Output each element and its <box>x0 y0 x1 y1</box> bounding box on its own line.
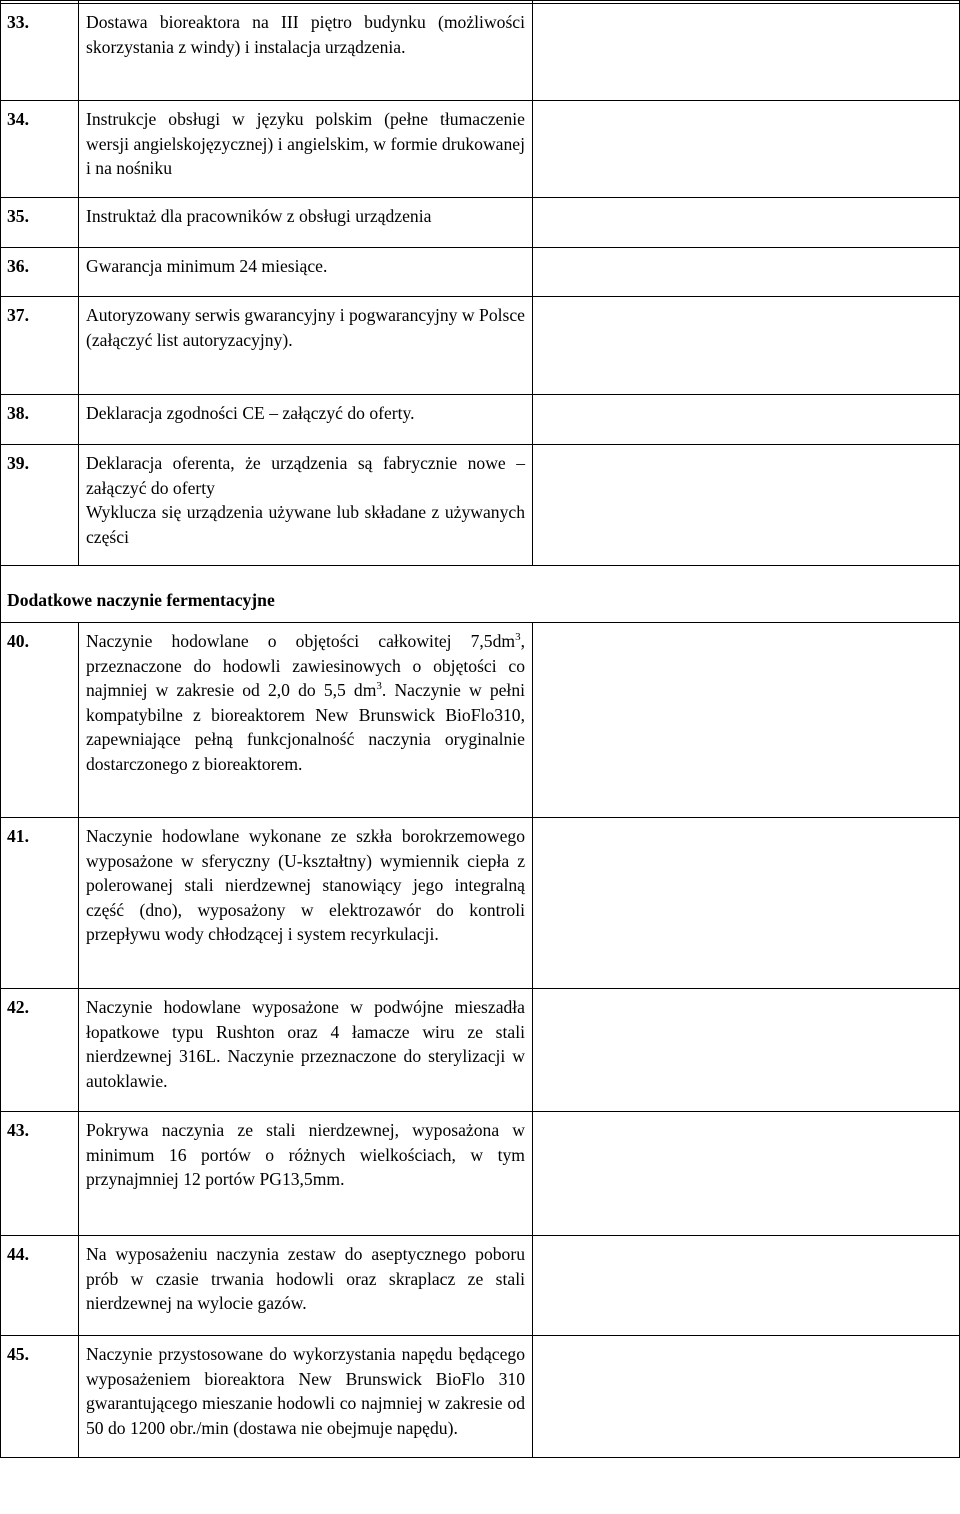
row-number: 38. <box>1 395 79 445</box>
answer-cell[interactable] <box>533 623 960 818</box>
answer-cell[interactable] <box>533 4 960 101</box>
row-description <box>79 1336 533 1458</box>
description-text: Instruktaż dla pracowników z obsługi urządzenia <box>86 206 432 226</box>
answer-cell[interactable] <box>533 1112 960 1236</box>
answer-cell[interactable] <box>533 445 960 566</box>
row-number: 43. <box>1 1112 79 1236</box>
description-text: Naczynie hodowlane wykonane ze szkła borokrzemowego wyposażone w sferyczny (U-kształtny) wymiennik ciepła z polerowanej stali nierdzewnej stanowiący jego integralną część (dno), wyposażony w elektrozawór do kontroli przepływu wody chłodzącej i system recyrkulacji. <box>86 826 525 945</box>
row-description <box>79 989 533 1112</box>
row-number: 34. <box>1 101 79 198</box>
description-text: Gwarancja minimum 24 miesiące. <box>86 256 328 276</box>
row-description <box>79 1112 533 1236</box>
row-description <box>79 395 533 445</box>
table-row <box>1 1112 960 1236</box>
answer-cell[interactable] <box>533 989 960 1112</box>
row-description <box>79 4 533 101</box>
description-text: Na wyposażeniu naczynia zestaw do aseptycznego poboru prób w czasie trwania hodowli oraz skraplacz ze stali nierdzewnej na wylocie gazów. <box>86 1244 525 1314</box>
table-row <box>1 198 960 248</box>
table-row <box>1 395 960 445</box>
description-text: Naczynie przystosowane do wykorzystania napędu będącego wyposażeniem bioreaktora New Brunswick BioFlo 310 gwarantującego mieszanie hodowli co najmniej w zakresie od 50 do 1200 obr./min (dostawa nie obejmuje napędu). <box>86 1344 525 1438</box>
section-title: Dodatkowe naczynie fermentacyjne <box>1 566 960 623</box>
row-number: 35. <box>1 198 79 248</box>
description-text: Instrukcje obsługi w języku polskim (pełne tłumaczenie wersji angielskojęzycznej) i angielskim, w formie drukowanej i na nośniku <box>86 109 525 179</box>
answer-cell[interactable] <box>533 818 960 989</box>
description-text: Deklaracja oferenta, że urządzenia są fabrycznie nowe – załączyć do oferty <box>86 453 525 498</box>
table-row <box>1 297 960 395</box>
description-text: Autoryzowany serwis gwarancyjny i pogwarancyjny w Polsce (załączyć list autoryzacyjny). <box>86 305 525 350</box>
answer-cell[interactable] <box>533 297 960 395</box>
table-row <box>1 623 960 818</box>
table-row <box>1 445 960 566</box>
description-text: Naczynie hodowlane o objętości całkowitej $7,5dm^3$, przeznaczone do hodowli zawiesinowych o objętości co najmniej w zakresie od 2,0 do 5,5 $dm^3$. Naczynie w pełni kompatybilne z bioreaktorem New Brunswick BioFlo310, zapewniające pełną funkcjonalność naczynia oryginalnie dostarczonego z bioreaktorem. <box>86 631 525 774</box>
row-number: 36. <box>1 248 79 297</box>
row-number: 37. <box>1 297 79 395</box>
row-number: 33. <box>1 4 79 101</box>
row-number: 42. <box>1 989 79 1112</box>
answer-cell[interactable] <box>533 248 960 297</box>
table-row <box>1 1236 960 1336</box>
table-row <box>1 818 960 989</box>
row-number: 41. <box>1 818 79 989</box>
superscript: 3 <box>515 631 521 643</box>
row-description <box>79 101 533 198</box>
description-text: Dostawa bioreaktora na III piętro budynku (możliwości skorzystania z windy) i instalacja urządzenia. <box>86 12 525 57</box>
answer-cell[interactable] <box>533 198 960 248</box>
row-description <box>79 297 533 395</box>
row-description <box>79 248 533 297</box>
description-text: Pokrywa naczynia ze stali nierdzewnej, wyposażona w minimum 16 portów o różnych wielkościach, w tym przynajmniej 12 portów PG13,5mm. <box>86 1120 525 1190</box>
section-header-row <box>1 566 960 623</box>
answer-cell[interactable] <box>533 1336 960 1458</box>
row-number: 44. <box>1 1236 79 1336</box>
row-description <box>79 623 533 818</box>
description-text: Naczynie hodowlane wyposażone w podwójne mieszadła łopatkowe typu Rushton oraz 4 łamacze wiru ze stali nierdzewnej 316L. Naczynie przeznaczone do sterylizacji w autoklawie. <box>86 997 525 1091</box>
row-description <box>79 445 533 566</box>
row-description <box>79 1236 533 1336</box>
description-text-note: Wyklucza się urządzenia używane lub składane z używanych części <box>86 502 525 547</box>
table-row <box>1 1336 960 1458</box>
row-number: 40. <box>1 623 79 818</box>
superscript: 3 <box>376 680 382 693</box>
answer-cell[interactable] <box>533 1236 960 1336</box>
answer-cell[interactable] <box>533 101 960 198</box>
table-row <box>1 989 960 1112</box>
table-row <box>1 101 960 198</box>
row-number: 39. <box>1 445 79 566</box>
description-text: Deklaracja zgodności CE – załączyć do oferty. <box>86 403 415 423</box>
row-description <box>79 818 533 989</box>
row-description <box>79 198 533 248</box>
answer-cell[interactable] <box>533 395 960 445</box>
row-number: 45. <box>1 1336 79 1458</box>
table-row <box>1 4 960 101</box>
table-row <box>1 248 960 297</box>
